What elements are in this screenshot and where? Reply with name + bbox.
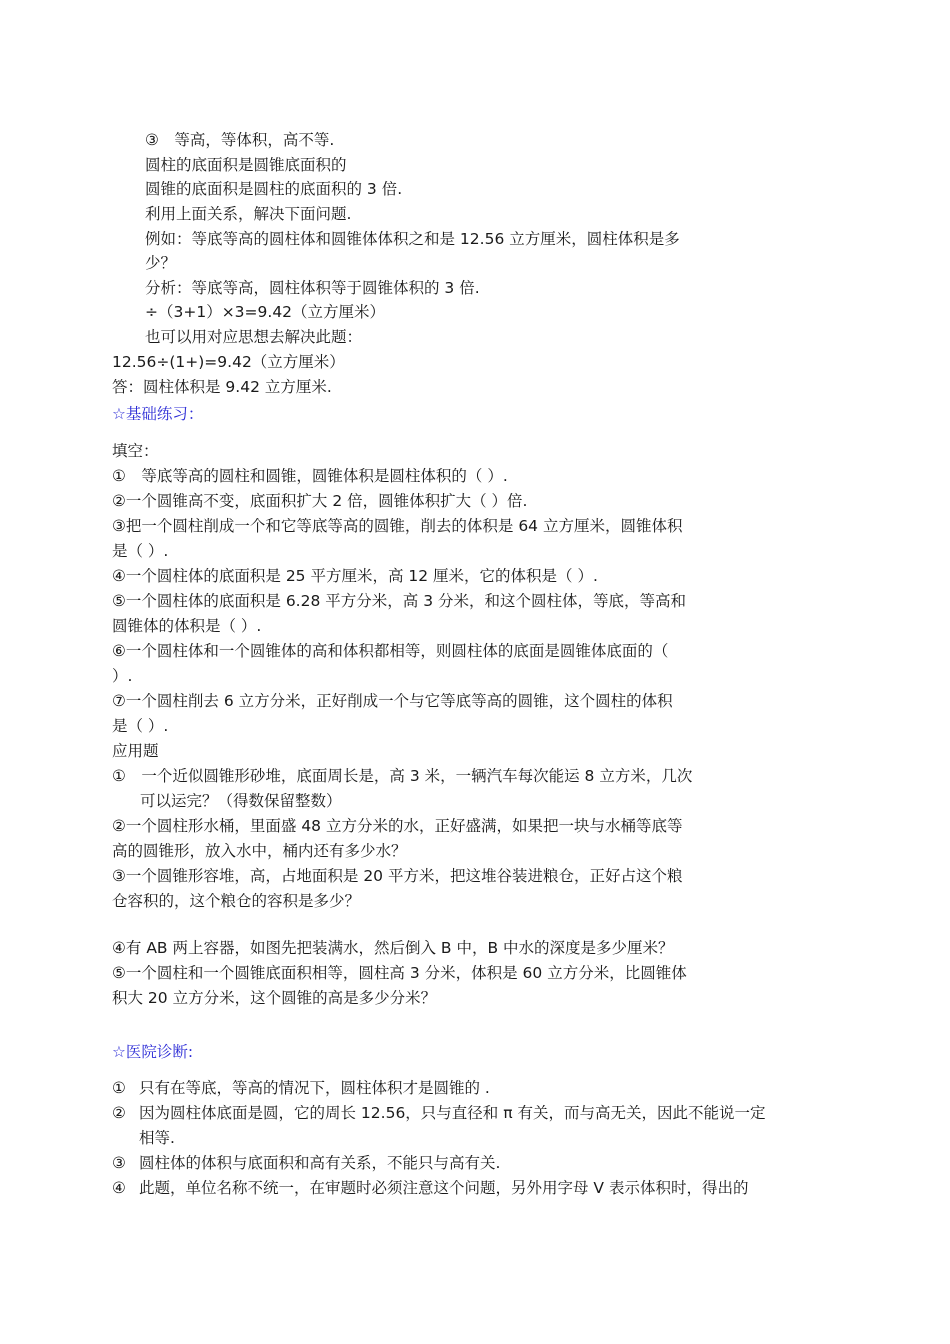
intro-line: 也可以用对应思想去解决此题： [145,328,363,346]
fill-blank-line: ⑥一个圆柱体和一个圆锥体的高和体积都相等，则圆柱体的底面是圆锥体底面的（ [112,642,669,660]
intro-line: ÷（3+1）×3=9.42（立方厘米） [145,303,386,321]
fill-blank-label: 填空： [112,442,159,460]
fill-blank-line: ②一个圆锥高不变，底面积扩大 2 倍，圆锥体积扩大（ ）倍. [112,492,528,510]
fill-blank-line: ④一个圆柱体的底面积是 25 平方厘米，高 12 厘米，它的体积是（ ）. [112,567,598,585]
application-line: 积大 20 立方分米，这个圆锥的高是多少分米？ [112,989,437,1007]
application-line: 仓容积的，这个粮仓的容积是多少？ [112,892,361,910]
application-line: ① 一个近似圆锥形砂堆，底面周长是，高 3 米，一辆汽车每次能运 8 立方米，几次 [112,767,693,785]
intro-line: 例如：等底等高的圆柱体和圆锥体体积之和是 12.56 立方厘米，圆柱体积是多 [145,230,680,248]
fill-blank-line: ① 等底等高的圆柱和圆锥，圆锥体积是圆柱体积的（ ）. [112,467,508,485]
intro-line: 利用上面关系，解决下面问题. [145,205,352,223]
basic-practice-heading: ☆基础练习： [112,405,204,423]
intro-line: 12.56÷(1+)=9.42（立方厘米） [112,353,345,371]
diagnosis-item [112,1077,490,1099]
application-line: ⑤一个圆柱和一个圆锥底面积相等，圆柱高 3 分米，体积是 60 立方分米，比圆锥体 [112,964,687,982]
intro-line: 分析：等底等高，圆柱体积等于圆锥体积的 3 倍. [145,279,480,297]
answer-line: 答：圆柱体积是 9.42 立方厘米. [112,378,332,396]
diagnosis-marker: ② [112,1104,126,1122]
fill-blank-line: ⑤一个圆柱体的底面积是 6.28 平方分米，高 3 分米，和这个圆柱体，等底，等高和 [112,592,686,610]
application-line: ④有 AB 两上容器，如图先把装满水，然后倒入 B 中，B 中水的深度是多少厘米？ [112,939,674,957]
diagnosis-marker: ① [112,1079,126,1097]
diagnosis-marker: ③ [112,1154,126,1172]
diagnosis-item [112,1177,748,1199]
fill-blank-line: ⑦一个圆柱削去 6 立方分米，正好削成一个与它等底等高的圆锥，这个圆柱的体积 [112,692,673,710]
diagnosis-text: 相等. [139,1129,175,1147]
fill-blank-line: ）. [112,667,133,685]
diagnosis-text: 圆柱体的体积与底面积和高有关系，不能只与高有关. [139,1154,501,1172]
diagnosis-text: 此题，单位名称不统一，在审题时必须注意这个问题，另外用字母 V 表示体积时，得出的 [139,1179,749,1197]
diagnosis-marker: ④ [112,1179,126,1197]
application-line: 可以运完？（得数保留整数） [140,792,342,810]
fill-blank-line: 圆锥体的体积是（ ）. [112,617,262,635]
intro-line: 圆锥的底面积是圆柱的底面积的 3 倍. [145,180,403,198]
fill-blank-line: ③把一个圆柱削成一个和它等底等高的圆锥，削去的体积是 64 立方厘米，圆锥体积 [112,517,683,535]
fill-blank-line: 是（ ）. [112,717,169,735]
diagnosis-item [112,1127,175,1149]
diagnosis-heading: ☆医院诊断: [112,1043,194,1061]
intro-line: 少？ [145,254,177,272]
application-label: 应用题 [112,742,159,760]
application-line: ③一个圆锥形容堆，高，占地面积是 20 平方米，把这堆谷装进粮仓，正好占这个粮 [112,867,683,885]
intro-line: ③ 等高，等体积，高不等. [145,131,335,149]
diagnosis-item [112,1102,766,1124]
diagnosis-item [112,1152,500,1174]
diagnosis-text: 因为圆柱体底面是圆，它的周长 12.56，只与直径和 π 有关，而与高无关，因此不能说一定 [139,1104,766,1122]
fill-blank-line: 是（ ）. [112,542,169,560]
application-line: ②一个圆柱形水桶，里面盛 48 立方分米的水，正好盛满，如果把一块与水桶等底等 [112,817,683,835]
application-line: 高的圆锥形，放入水中，桶内还有多少水？ [112,842,407,860]
diagnosis-text: 只有在等底，等高的情况下，圆柱体积才是圆锥的 . [139,1079,490,1097]
intro-line: 圆柱的底面积是圆锥底面积的 [145,156,347,174]
